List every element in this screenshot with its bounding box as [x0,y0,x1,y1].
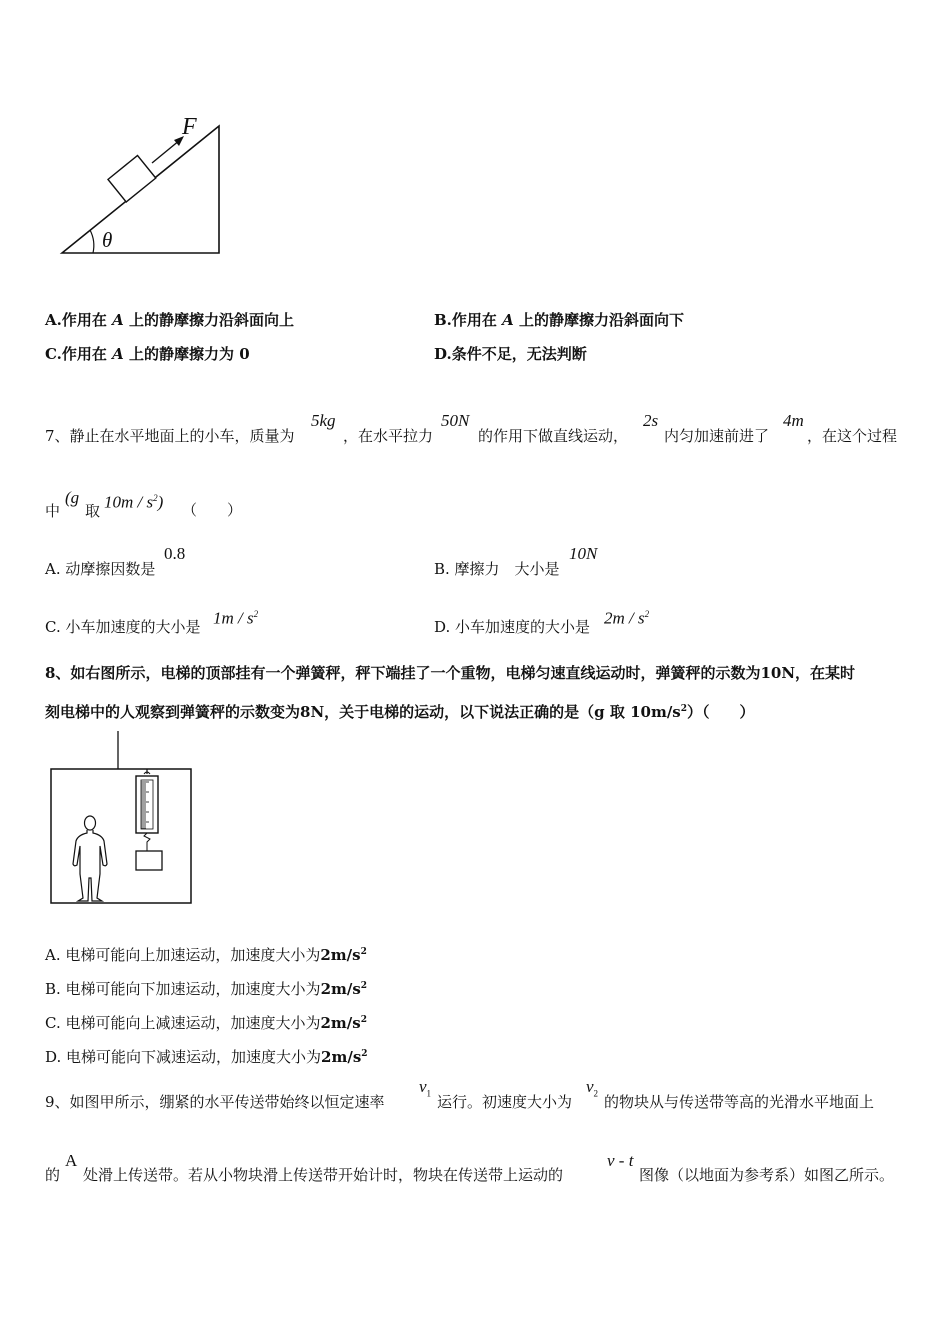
person-figure [73,816,107,901]
q9-stem-line1: 9、如图甲所示，绷紧的水平传送带始终以恒定速率 $v_1$ 运行。初速度大小为 $v_2$ 的物块从与传送带等高的光滑水平地面上 [45,1077,875,1111]
q7-option-b[interactable]: B. 摩擦力 大小是 10N [434,544,598,578]
q6-option-d[interactable]: D.条件不足，无法判断 [434,345,587,363]
q8-option-c[interactable]: C. 电梯可能向上减速运动，加速度大小为$2m/s^2$ [45,1014,367,1032]
q8-stem-line2: 刻电梯中的人观察到弹簧秤的示数变为8N，关于电梯的运动，以下说法正确的是（g 取 $10m/s^2$）（ ） [45,703,755,721]
block [108,156,156,202]
force-label: F [182,114,197,140]
q8-option-a[interactable]: A. 电梯可能向上加速运动，加速度大小为$2m/s^2$ [45,946,367,964]
q7-option-d[interactable]: D. 小车加速度的大小是 $2m / s^2$ [434,608,650,636]
spring-scale [136,776,158,833]
q9-stem-line2: 的 A 处滑上传送带。若从小物块滑上传送带开始计时，物块在传送带上运动的 v - t 图像（以地面为参考系）如图乙所示。 [45,1151,895,1184]
q6-option-a[interactable]: A.作用在 A 上的静摩擦力沿斜面向上 [45,311,295,329]
q8-stem-line1: 8、如右图所示，电梯的顶部挂有一个弹簧秤，秤下端挂了一个重物，电梯匀速直线运动时，弹簧秤的示数为10N，在某时 [45,664,856,682]
weight-block [136,851,162,870]
q7-stem-line2: 中 (g 取 $10m / s^2$) （ ） [45,488,243,520]
force-arrow-shaft [152,140,180,163]
q6-option-b[interactable]: B.作用在 A 上的静摩擦力沿斜面向下 [434,311,685,329]
q8-option-b[interactable]: B. 电梯可能向下加速运动，加速度大小为$2m/s^2$ [45,980,368,998]
q7-stem-line1: 7、静止在水平地面上的小车，质量为 5kg ，在水平拉力 50N 的作用下做直线运动， 2s 内匀加速前进了 4m ，在这个过程 [45,411,898,445]
incline-figure [55,105,235,260]
angle-label: θ [102,228,113,252]
elevator-figure [45,728,200,910]
q7-option-a[interactable]: A. 动摩擦因数是 0.8 [45,544,186,578]
q6-option-c[interactable]: C.作用在 A 上的静摩擦力为 0 [45,345,250,363]
angle-arc [90,230,94,253]
elevator-car [51,769,191,903]
q8-option-d[interactable]: D. 电梯可能向下减速运动，加速度大小为$2m/s^2$ [45,1048,368,1066]
q7-option-c[interactable]: C. 小车加速度的大小是 $1m / s^2$ [45,608,259,636]
